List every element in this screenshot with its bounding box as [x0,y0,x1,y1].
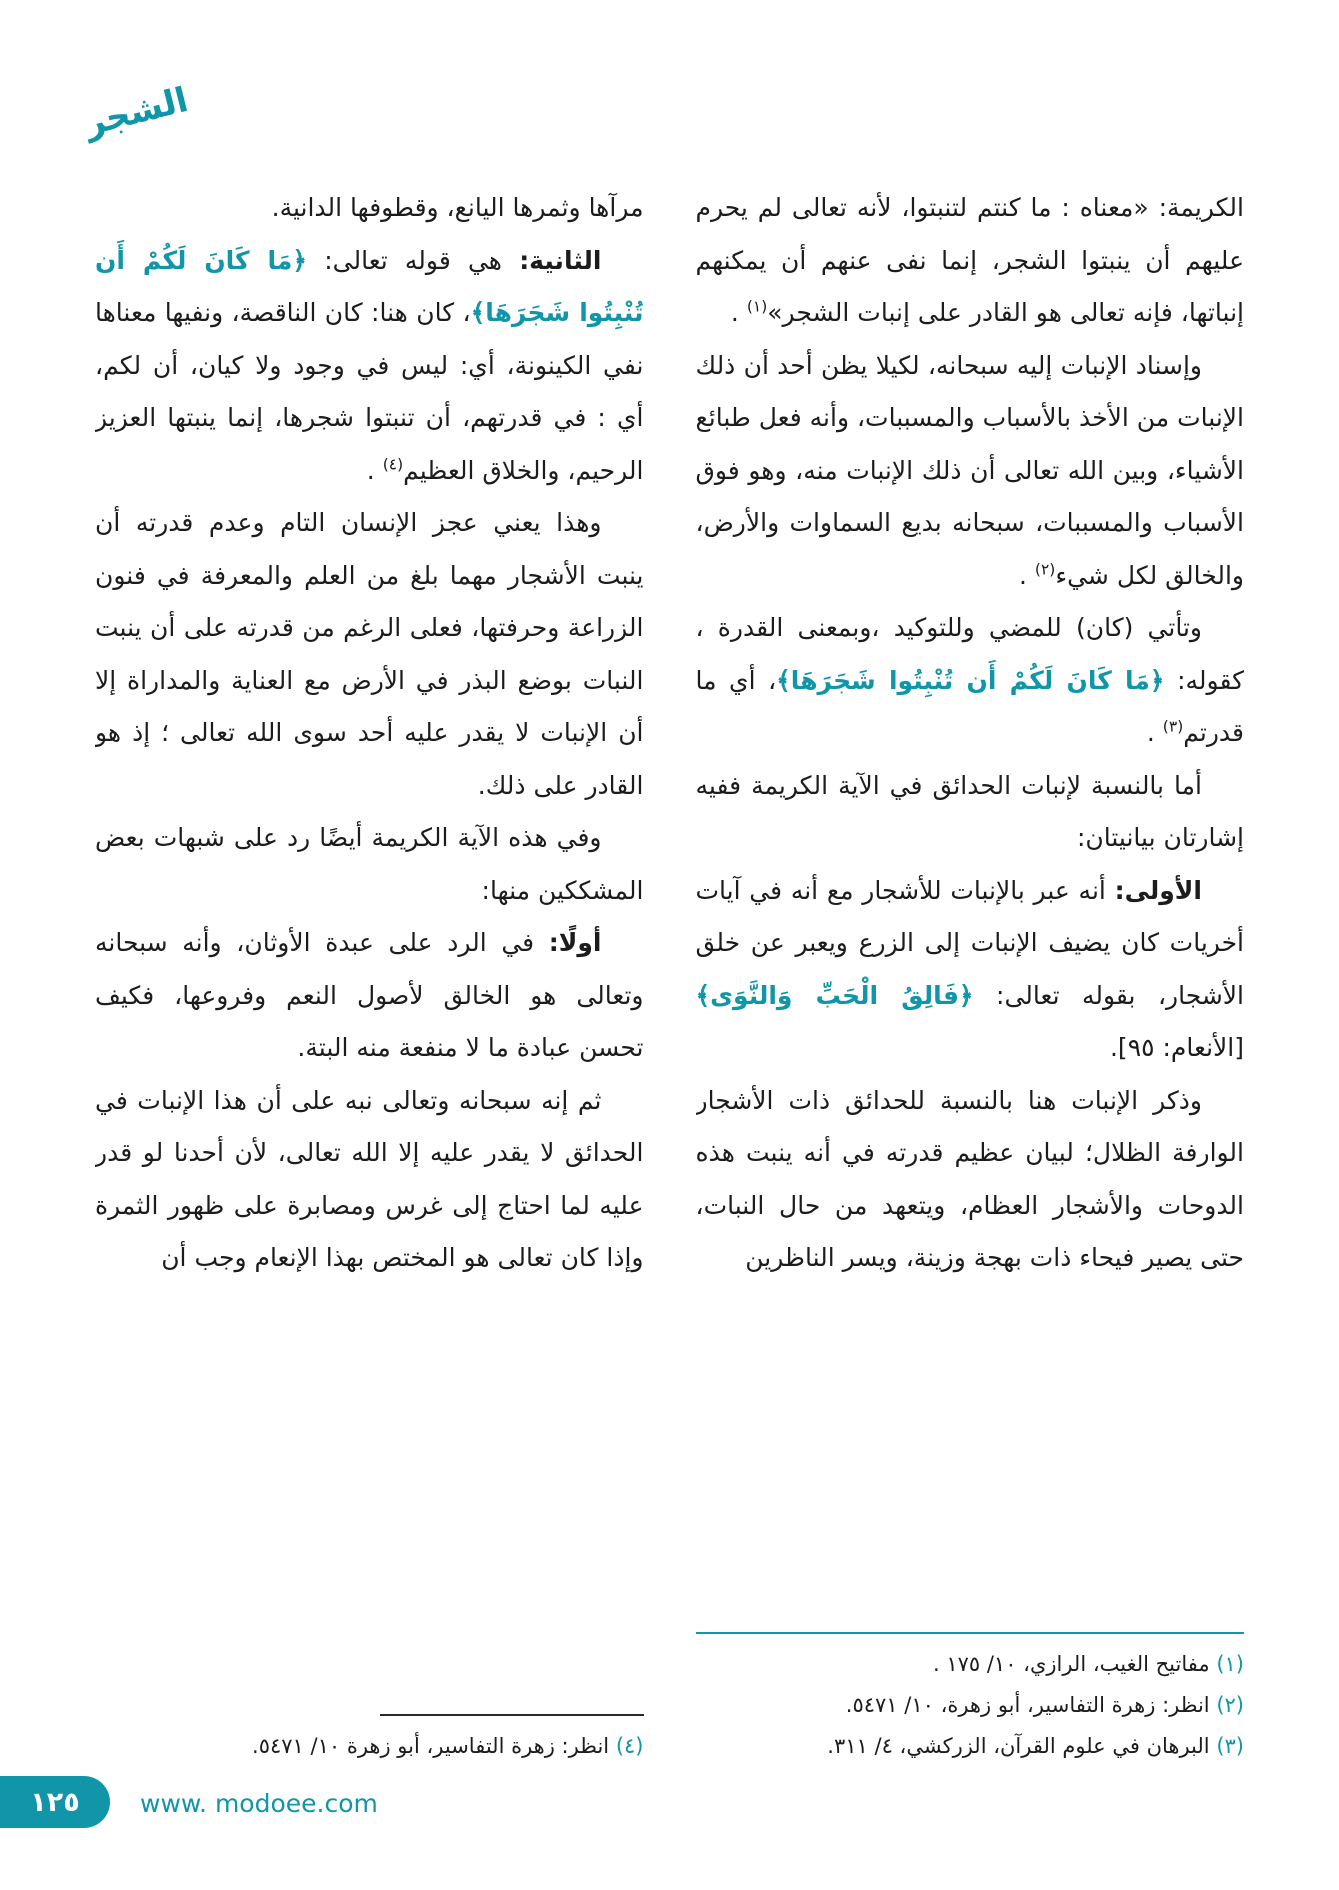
column-body [95,182,644,1285]
column-left [95,182,644,1767]
chapter-running-title: الشجر [80,79,192,145]
emphasis-text: الأولى: [1114,875,1202,905]
text-segment: . [730,298,747,327]
footnote-marker: (٢) [1034,560,1056,579]
footnote-text: انظر: زهرة التفاسير، أبو زهرة، ١٠/ ٥٤٧١. [845,1693,1210,1718]
paragraph [696,340,1245,603]
text-segment: وذكر الإنبات هنا بالنسبة للحدائق ذات الأشجار الوارفة الظلال؛ لبيان عظيم قدرته في أنه ينبت هذه الدوحات والأشجار العظام، ويتعهد من حال النبات، حتى يصير فيحاء ذات بهجة وزينة، ويسر الناظرين [695,1085,1244,1272]
text-segment: أما بالنسبة لإنبات الحدائق في الآية الكريمة ففيه إشارتان بيانيتان: [695,770,1244,852]
paragraph [696,1075,1245,1285]
footnote-number: (٣) [1209,1734,1244,1759]
footnotes-section [95,1714,644,1767]
paragraph [95,182,644,235]
paragraph [696,602,1245,760]
page-content [95,182,1244,1767]
text-segment: . [366,455,383,485]
emphasis-text: أولًا: [548,928,602,957]
footnotes-list [95,1726,644,1767]
footnote-text: مفاتيح الغيب، الرازي، ١٠/ ١٧٥ . [932,1652,1210,1677]
page-number-badge [0,1776,110,1828]
text-segment: [الأنعام: ٩٥]. [1109,1033,1244,1062]
quran-verse: ﴿فَالِقُ الْحَبِّ وَالنَّوَى﴾ [695,980,974,1010]
footnotes-list [696,1644,1245,1767]
text-segment: ، أي ما قدرتم [695,665,1244,747]
paragraph [696,760,1245,865]
footnote-marker: (١) [746,297,768,316]
footnote-marker: (٣) [1162,717,1184,736]
text-segment: أنه عبر بالإنبات للأشجار مع أنه في آيات أخريات كان يضيف الإنبات إلى الزرع ويعبر عن خلق الأشجار، بقوله تعالى: [695,875,1244,1010]
emphasis-text: الثانية: [519,245,602,275]
text-segment: وتأتي (كان) للمضي وللتوكيد ،وبمعنى القدرة ، كقوله: [695,613,1244,695]
footnote [95,1726,644,1767]
footnote-number: (١) [1209,1652,1244,1677]
paragraph [95,812,644,917]
column-right [696,182,1245,1767]
text-segment: مرآها وثمرها اليانع، وقطوفها الدانية. [271,193,644,222]
text-segment: . [1018,560,1035,590]
text-segment: في الرد على عبدة الأوثان، وأنه سبحانه وتعالى هو الخالق لأصول النعم وفروعها، فكيف تحسن عبادة ما لا منفعة منه البتة. [95,928,644,1062]
footnote [696,1685,1245,1726]
footnote-number: (٤) [609,1734,644,1759]
quran-verse: ﴿مَا كَانَ لَكُمْ أَن تُنْبِتُوا شَجَرَهَا﴾ [95,245,644,327]
text-segment: ثم إنه سبحانه وتعالى نبه على أن هذا الإنبات في الحدائق لا يقدر عليه إلا الله تعالى، لأن أحدنا لو قدر عليه لما احتاج إلى غرس ومصابرة على ظهور الثمرة وإذا كان تعالى هو المختص بهذا الإنعام وجب أن [95,1085,644,1272]
paragraph [95,497,644,812]
footnote-text: البرهان في علوم القرآن، الزركشي، ٤/ ٣١١. [827,1734,1210,1759]
paragraph [95,1075,644,1285]
page-number: ١٢٥ [30,1786,80,1818]
footnote-separator [380,1714,643,1716]
paragraph [95,917,644,1075]
column-body [696,182,1245,1285]
footnote [696,1644,1245,1685]
paragraph [696,865,1245,1075]
paragraph [696,182,1245,340]
footnote-number: (٢) [1209,1693,1244,1718]
footnote-text: انظر: زهرة التفاسير، أبو زهرة ١٠/ ٥٤٧١. [252,1734,610,1759]
text-segment: هي قوله تعالى: [307,245,520,275]
footnote-separator [696,1632,1245,1634]
footnotes-section [696,1632,1245,1767]
text-segment: وإسناد الإنبات إليه سبحانه، لكيلا يظن أحد أن ذلك الإنبات من الأخذ بالأسباب والمسببات، وأنه فعل طبائع الأشياء، وبين الله تعالى أن ذلك الإنبات منه، وهو فوق الأسباب والمسببات، سبحانه بديع السماوات والأرض، والخالق لكل شيء [695,350,1244,590]
footnote [696,1726,1245,1767]
website-link[interactable]: www. modoee.com [140,1789,378,1818]
text-segment: وهذا يعني عجز الإنسان التام وعدم قدرته أن ينبت الأشجار مهما بلغ من العلم والمعرفة في فنون الزراعة وحرفتها، فعلى الرغم من قدرته على أن ينبت النبات بوضع البذر في الأرض مع العناية والمداراة إلا أن الإنبات لا يقدر عليه أحد سوى الله تعالى ؛ إذ هو القادر على ذلك. [95,508,644,800]
footnote-marker: (٤) [382,455,404,474]
paragraph [95,235,644,498]
quran-verse: ﴿مَا كَانَ لَكُمْ أَن تُنْبِتُوا شَجَرَهَا﴾ [776,665,1165,695]
text-segment: ، كان هنا: كان الناقصة، ونفيها معناها نفي الكينونة، أي: ليس في وجود ولا كيان، أن لكم، أي : في قدرتهم، أن تنبتوا شجرها، إنما ينبتها العزيز الرحيم، والخلاق العظيم [95,298,644,485]
text-segment: الكريمة: «معناه : ما كنتم لتنبتوا، لأنه تعالى لم يحرم عليهم أن ينبتوا الشجر، إنما نفى عنهم أن يمكنهم إنباتها، فإنه تعالى هو القادر على إنبات الشجر» [695,193,1244,327]
text-segment: . [1146,718,1163,747]
text-segment: وفي هذه الآية الكريمة أيضًا رد على شبهات بعض المشككين منها: [95,823,644,905]
